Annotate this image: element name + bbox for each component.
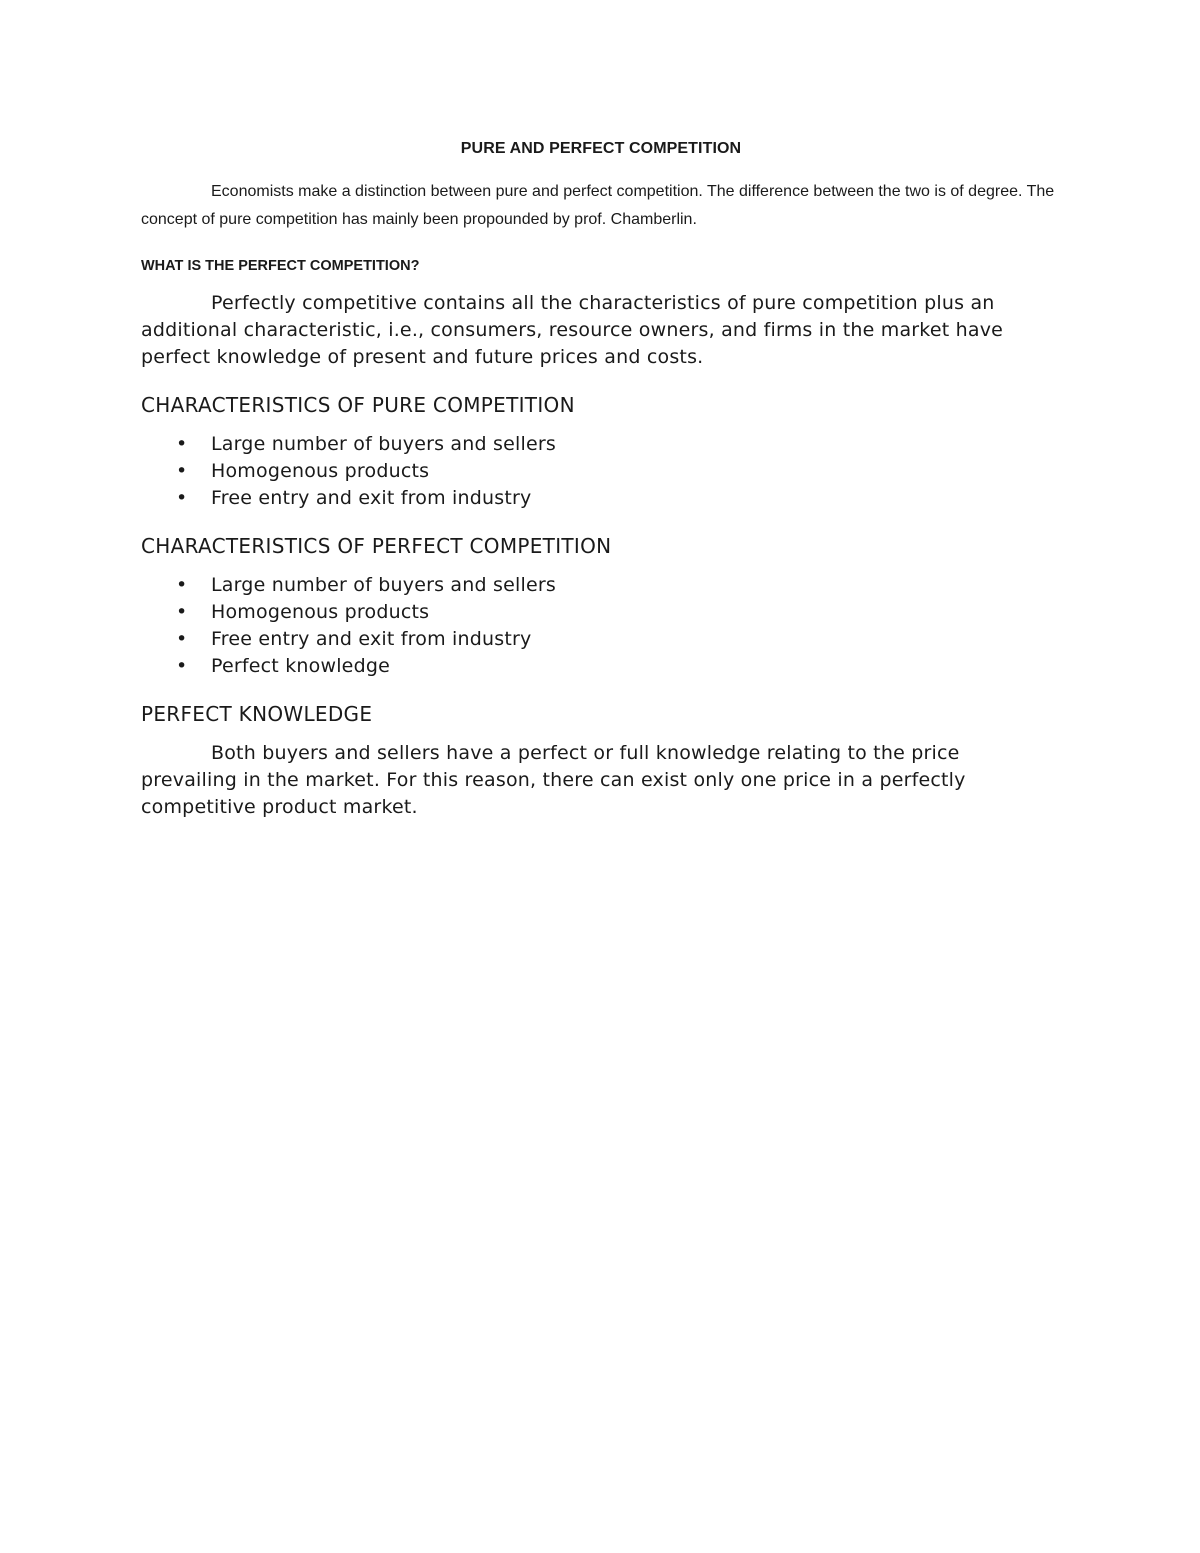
document-title: PURE AND PERFECT COMPETITION bbox=[460, 140, 742, 157]
perfect-knowledge-heading: PERFECT KNOWLEDGE bbox=[141, 702, 373, 726]
definition-paragraph: Perfectly competitive contains all the characteristics of pure competition plus an additional characteristic, i.e., consumers, resource owners, and firms in the market have perfect knowledge of present and future prices and costs. bbox=[141, 292, 1004, 368]
list-item-text: Homogenous products bbox=[211, 601, 430, 623]
bullet-icon: • bbox=[176, 487, 188, 509]
perfect-competition-heading: CHARACTERISTICS OF PERFECT COMPETITION bbox=[141, 534, 612, 558]
perfect-competition-list bbox=[141, 572, 1061, 680]
bullet-icon: • bbox=[176, 433, 188, 455]
list-item bbox=[141, 653, 1061, 680]
list-item-text: Homogenous products bbox=[211, 460, 430, 482]
list-item-text: Free entry and exit from industry bbox=[211, 487, 532, 509]
bullet-icon: • bbox=[176, 574, 188, 596]
list-item-text: Large number of buyers and sellers bbox=[211, 574, 556, 596]
list-item bbox=[141, 431, 1061, 458]
pure-competition-list bbox=[141, 431, 1061, 512]
bullet-icon: • bbox=[176, 655, 188, 677]
pure-competition-heading: CHARACTERISTICS OF PURE COMPETITION bbox=[141, 393, 575, 417]
bullet-icon: • bbox=[176, 628, 188, 650]
list-item-text: Large number of buyers and sellers bbox=[211, 433, 556, 455]
question-heading: WHAT IS THE PERFECT COMPETITION? bbox=[141, 258, 420, 274]
list-item bbox=[141, 626, 1061, 653]
bullet-icon: • bbox=[176, 460, 188, 482]
bullet-icon: • bbox=[176, 601, 188, 623]
list-item bbox=[141, 485, 1061, 512]
list-item bbox=[141, 572, 1061, 599]
perfect-knowledge-paragraph: Both buyers and sellers have a perfect or full knowledge relating to the price prevailing in the market. For this reason, there can exist only one price in a perfectly competitive product market. bbox=[141, 742, 966, 818]
list-item bbox=[141, 458, 1061, 485]
document-body bbox=[141, 140, 1061, 821]
list-item-text: Perfect knowledge bbox=[211, 655, 390, 677]
list-item-text: Free entry and exit from industry bbox=[211, 628, 532, 650]
list-item bbox=[141, 599, 1061, 626]
intro-paragraph: Economists make a distinction between pure and perfect competition. The difference between the two is of degree. The concept of pure competition has mainly been propounded by prof. Chamberlin. bbox=[141, 183, 1055, 228]
